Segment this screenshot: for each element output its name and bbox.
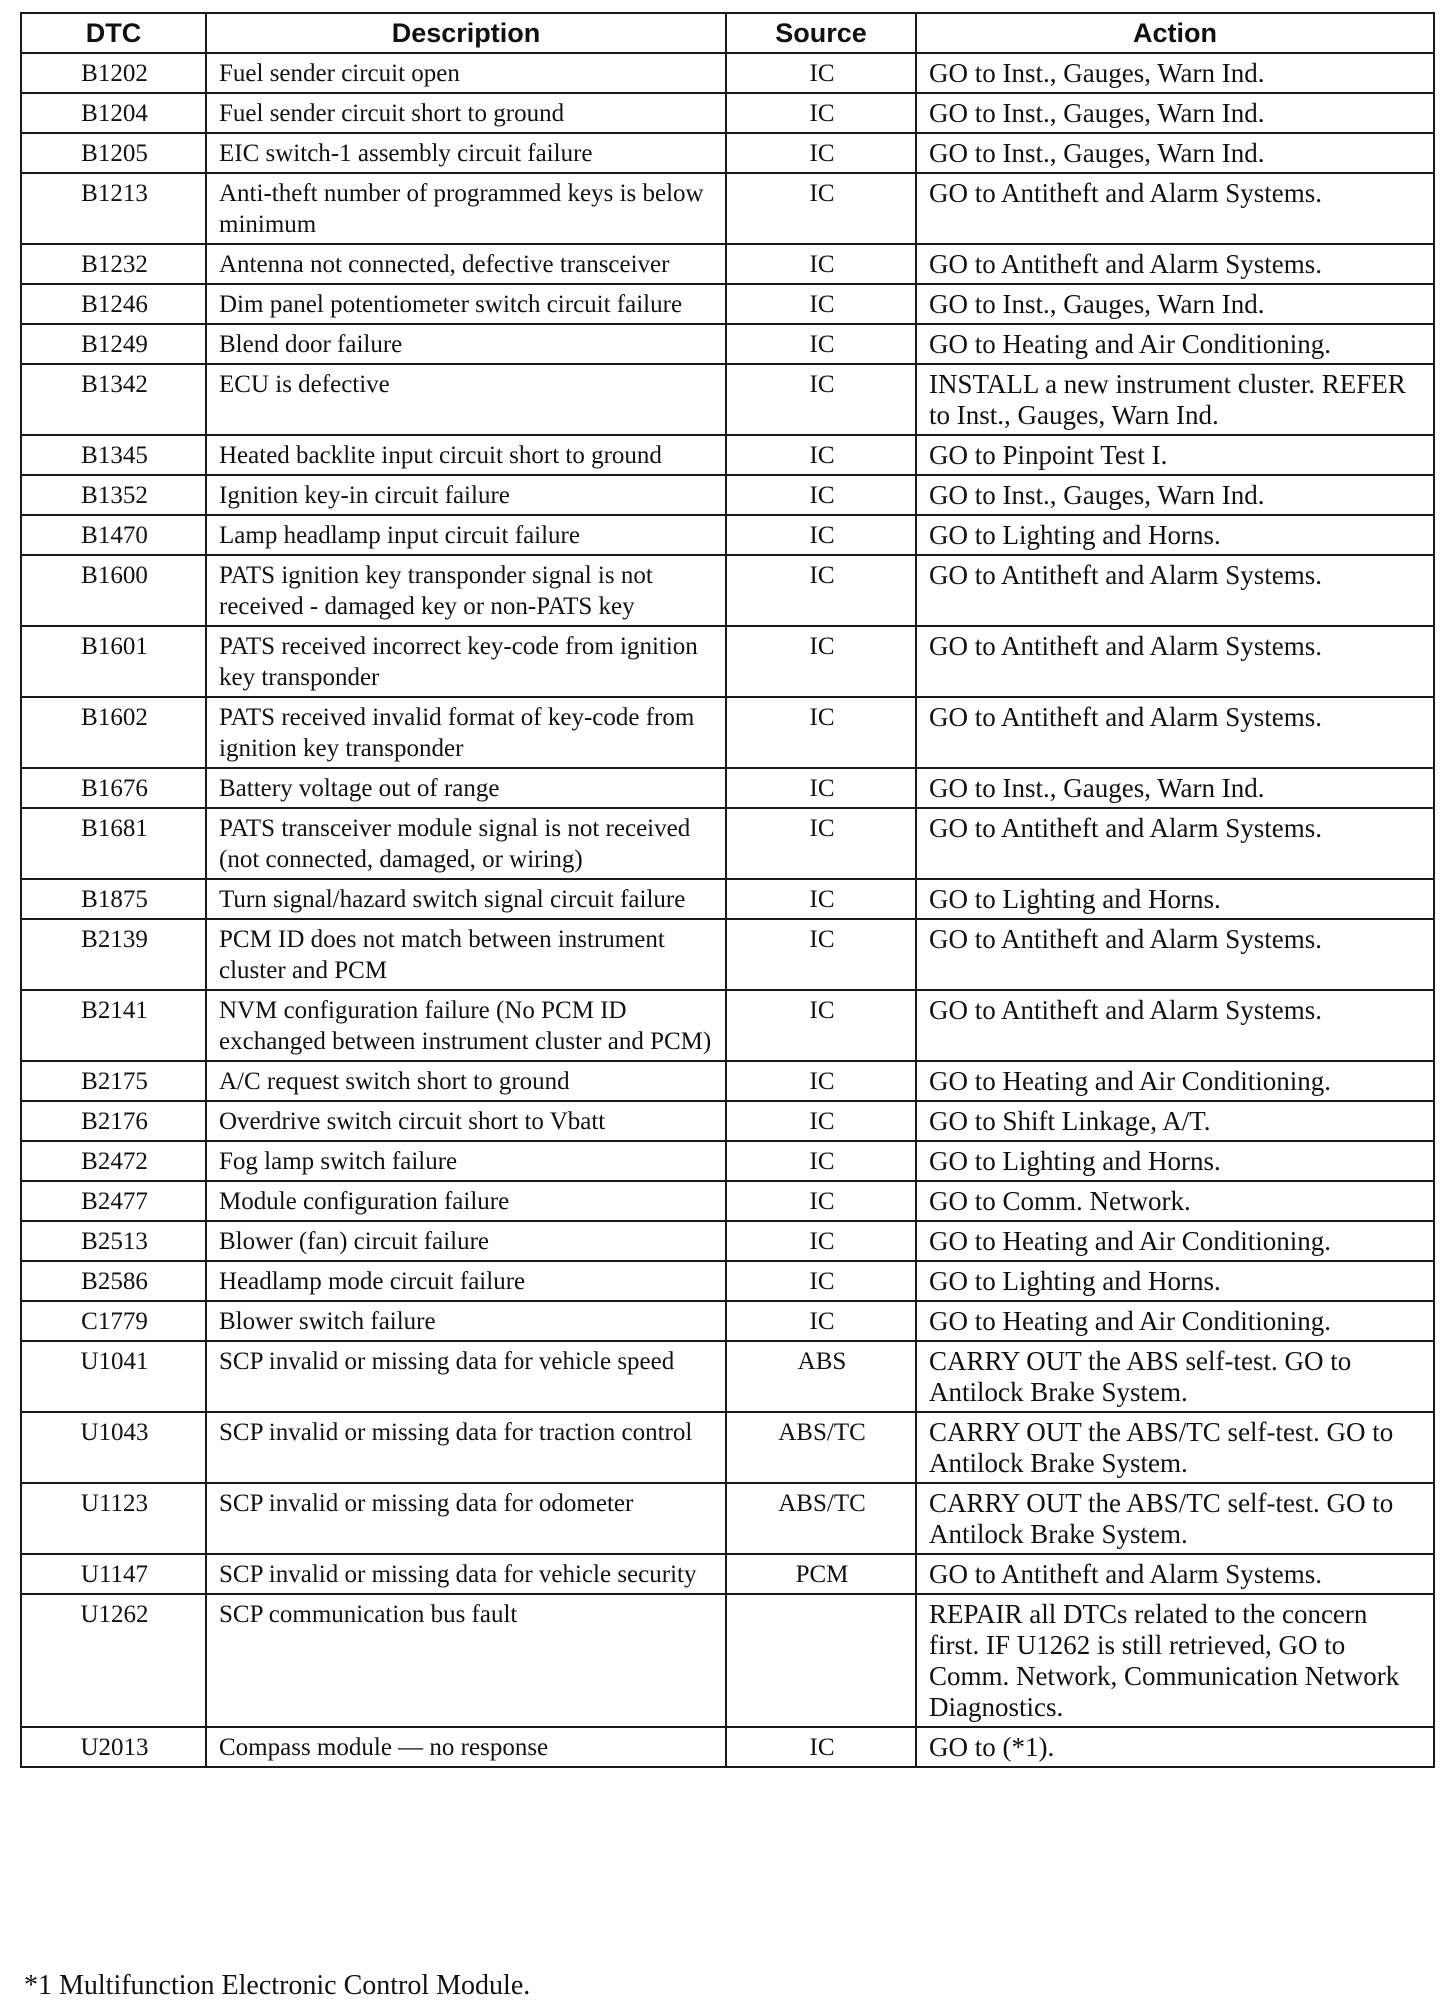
action-cell: GO to Inst., Gauges, Warn Ind. <box>916 475 1434 515</box>
action-cell: GO to Shift Linkage, A/T. <box>916 1101 1434 1141</box>
table-row <box>21 93 1434 133</box>
description-cell: ECU is defective <box>206 364 726 435</box>
table-row <box>21 1554 1434 1594</box>
dtc-code-cell: B1676 <box>21 768 206 808</box>
source-cell: IC <box>726 244 916 284</box>
table-row <box>21 173 1434 244</box>
action-cell: INSTALL a new instrument cluster. REFER to Inst., Gauges, Warn Ind. <box>916 364 1434 435</box>
action-cell: GO to (*1). <box>916 1727 1434 1767</box>
action-cell: GO to Lighting and Horns. <box>916 515 1434 555</box>
source-cell: PCM <box>726 1554 916 1594</box>
description-cell: Module configuration failure <box>206 1181 726 1221</box>
dtc-code-cell: B2139 <box>21 919 206 990</box>
action-cell: GO to Antitheft and Alarm Systems. <box>916 244 1434 284</box>
source-cell: IC <box>726 173 916 244</box>
source-cell: ABS/TC <box>726 1412 916 1483</box>
dtc-code-cell: B1205 <box>21 133 206 173</box>
description-cell: Overdrive switch circuit short to Vbatt <box>206 1101 726 1141</box>
dtc-code-cell: U1043 <box>21 1412 206 1483</box>
action-cell: GO to Inst., Gauges, Warn Ind. <box>916 768 1434 808</box>
header-description: Description <box>206 13 726 53</box>
action-cell: GO to Antitheft and Alarm Systems. <box>916 697 1434 768</box>
table-row <box>21 1221 1434 1261</box>
dtc-code-cell: B2477 <box>21 1181 206 1221</box>
source-cell: IC <box>726 324 916 364</box>
action-cell: GO to Lighting and Horns. <box>916 1261 1434 1301</box>
source-cell: IC <box>726 1221 916 1261</box>
dtc-code-cell: U1123 <box>21 1483 206 1554</box>
dtc-code-cell: B1352 <box>21 475 206 515</box>
action-cell: GO to Lighting and Horns. <box>916 1141 1434 1181</box>
dtc-code-cell: B1602 <box>21 697 206 768</box>
dtc-code-cell: B1470 <box>21 515 206 555</box>
source-cell: IC <box>726 555 916 626</box>
description-cell: Ignition key-in circuit failure <box>206 475 726 515</box>
description-cell: SCP invalid or missing data for vehicle speed <box>206 1341 726 1412</box>
source-cell: ABS/TC <box>726 1483 916 1554</box>
description-cell: Heated backlite input circuit short to ground <box>206 435 726 475</box>
description-cell: EIC switch-1 assembly circuit failure <box>206 133 726 173</box>
source-cell: IC <box>726 1261 916 1301</box>
table-row <box>21 515 1434 555</box>
header-row <box>21 13 1434 53</box>
source-cell: IC <box>726 53 916 93</box>
source-cell: IC <box>726 990 916 1061</box>
table-row <box>21 919 1434 990</box>
action-cell: CARRY OUT the ABS self-test. GO to Antilock Brake System. <box>916 1341 1434 1412</box>
table-row <box>21 697 1434 768</box>
dtc-code-cell: B1213 <box>21 173 206 244</box>
description-cell: Fuel sender circuit short to ground <box>206 93 726 133</box>
description-cell: Battery voltage out of range <box>206 768 726 808</box>
table-row <box>21 990 1434 1061</box>
table-row <box>21 1412 1434 1483</box>
table-row <box>21 1301 1434 1341</box>
source-cell: IC <box>726 93 916 133</box>
description-cell: Anti-theft number of programmed keys is below minimum <box>206 173 726 244</box>
source-cell: IC <box>726 919 916 990</box>
source-cell: IC <box>726 1301 916 1341</box>
dtc-code-cell: U1041 <box>21 1341 206 1412</box>
table-row <box>21 364 1434 435</box>
dtc-code-cell: B2175 <box>21 1061 206 1101</box>
source-cell: IC <box>726 515 916 555</box>
description-cell: PATS received incorrect key-code from ignition key transponder <box>206 626 726 697</box>
description-cell: SCP invalid or missing data for odometer <box>206 1483 726 1554</box>
table-row <box>21 626 1434 697</box>
dtc-code-cell: B2141 <box>21 990 206 1061</box>
description-cell: SCP invalid or missing data for vehicle security <box>206 1554 726 1594</box>
dtc-code-cell: B2586 <box>21 1261 206 1301</box>
table-row <box>21 808 1434 879</box>
description-cell: PATS transceiver module signal is not received (not connected, damaged, or wiring) <box>206 808 726 879</box>
source-cell: IC <box>726 697 916 768</box>
dtc-code-cell: B1204 <box>21 93 206 133</box>
dtc-code-cell: B1342 <box>21 364 206 435</box>
description-cell: SCP invalid or missing data for traction control <box>206 1412 726 1483</box>
dtc-code-cell: B1601 <box>21 626 206 697</box>
dtc-code-cell: U1262 <box>21 1594 206 1727</box>
dtc-code-cell: C1779 <box>21 1301 206 1341</box>
action-cell: GO to Antitheft and Alarm Systems. <box>916 626 1434 697</box>
source-cell: IC <box>726 1141 916 1181</box>
description-cell: NVM configuration failure (No PCM ID exchanged between instrument cluster and PCM) <box>206 990 726 1061</box>
action-cell: GO to Inst., Gauges, Warn Ind. <box>916 93 1434 133</box>
table-row <box>21 1261 1434 1301</box>
description-cell: Blower (fan) circuit failure <box>206 1221 726 1261</box>
action-cell: GO to Inst., Gauges, Warn Ind. <box>916 133 1434 173</box>
table-row <box>21 475 1434 515</box>
table-body <box>21 53 1434 1767</box>
header-dtc: DTC <box>21 13 206 53</box>
source-cell: IC <box>726 1101 916 1141</box>
table-row <box>21 1483 1434 1554</box>
dtc-code-cell: B1600 <box>21 555 206 626</box>
table-row <box>21 284 1434 324</box>
action-cell: GO to Lighting and Horns. <box>916 879 1434 919</box>
action-cell: GO to Antitheft and Alarm Systems. <box>916 808 1434 879</box>
action-cell: GO to Pinpoint Test I. <box>916 435 1434 475</box>
source-cell: IC <box>726 133 916 173</box>
table-row <box>21 1061 1434 1101</box>
dtc-code-cell: B1345 <box>21 435 206 475</box>
description-cell: PCM ID does not match between instrument cluster and PCM <box>206 919 726 990</box>
table-row <box>21 133 1434 173</box>
action-cell: GO to Antitheft and Alarm Systems. <box>916 173 1434 244</box>
source-cell: IC <box>726 1061 916 1101</box>
source-cell: IC <box>726 1727 916 1767</box>
header-action: Action <box>916 13 1434 53</box>
description-cell: PATS received invalid format of key-code from ignition key transponder <box>206 697 726 768</box>
dtc-code-cell: U2013 <box>21 1727 206 1767</box>
table-row <box>21 53 1434 93</box>
description-cell: PATS ignition key transponder signal is not received - damaged key or non-PATS key <box>206 555 726 626</box>
description-cell: Blend door failure <box>206 324 726 364</box>
source-cell: IC <box>726 435 916 475</box>
action-cell: GO to Inst., Gauges, Warn Ind. <box>916 53 1434 93</box>
description-cell: SCP communication bus fault <box>206 1594 726 1727</box>
table-row <box>21 1181 1434 1221</box>
dtc-code-cell: B1681 <box>21 808 206 879</box>
dtc-code-cell: B1249 <box>21 324 206 364</box>
table-row <box>21 1141 1434 1181</box>
action-cell: GO to Comm. Network. <box>916 1181 1434 1221</box>
source-cell: IC <box>726 1181 916 1221</box>
table-row <box>21 324 1434 364</box>
dtc-code-cell: B2513 <box>21 1221 206 1261</box>
dtc-code-cell: B1202 <box>21 53 206 93</box>
table-row <box>21 768 1434 808</box>
description-cell: Turn signal/hazard switch signal circuit failure <box>206 879 726 919</box>
source-cell: IC <box>726 475 916 515</box>
action-cell: GO to Heating and Air Conditioning. <box>916 1061 1434 1101</box>
description-cell: Compass module — no response <box>206 1727 726 1767</box>
action-cell: GO to Antitheft and Alarm Systems. <box>916 919 1434 990</box>
source-cell <box>726 1594 916 1727</box>
description-cell: Lamp headlamp input circuit failure <box>206 515 726 555</box>
action-cell: GO to Antitheft and Alarm Systems. <box>916 1554 1434 1594</box>
source-cell: IC <box>726 626 916 697</box>
table-row <box>21 244 1434 284</box>
source-cell: IC <box>726 364 916 435</box>
description-cell: Fog lamp switch failure <box>206 1141 726 1181</box>
dtc-code-cell: B2176 <box>21 1101 206 1141</box>
table-row <box>21 879 1434 919</box>
description-cell: Blower switch failure <box>206 1301 726 1341</box>
action-cell: GO to Heating and Air Conditioning. <box>916 1301 1434 1341</box>
table-row <box>21 1727 1434 1767</box>
header-source: Source <box>726 13 916 53</box>
description-cell: Antenna not connected, defective transceiver <box>206 244 726 284</box>
dtc-code-cell: B1232 <box>21 244 206 284</box>
footnote: *1 Multifunction Electronic Control Module. <box>24 1970 531 2001</box>
table-row <box>21 1101 1434 1141</box>
action-cell: CARRY OUT the ABS/TC self-test. GO to Antilock Brake System. <box>916 1483 1434 1554</box>
action-cell: CARRY OUT the ABS/TC self-test. GO to Antilock Brake System. <box>916 1412 1434 1483</box>
dtc-code-cell: B1246 <box>21 284 206 324</box>
table-row <box>21 555 1434 626</box>
dtc-code-cell: B1875 <box>21 879 206 919</box>
dtc-code-cell: B2472 <box>21 1141 206 1181</box>
description-cell: Fuel sender circuit open <box>206 53 726 93</box>
action-cell: GO to Antitheft and Alarm Systems. <box>916 555 1434 626</box>
action-cell: GO to Inst., Gauges, Warn Ind. <box>916 284 1434 324</box>
table-row <box>21 1594 1434 1727</box>
source-cell: IC <box>726 284 916 324</box>
description-cell: Dim panel potentiometer switch circuit failure <box>206 284 726 324</box>
source-cell: ABS <box>726 1341 916 1412</box>
table-row <box>21 435 1434 475</box>
action-cell: GO to Heating and Air Conditioning. <box>916 1221 1434 1261</box>
source-cell: IC <box>726 768 916 808</box>
action-cell: GO to Heating and Air Conditioning. <box>916 324 1434 364</box>
source-cell: IC <box>726 879 916 919</box>
action-cell: REPAIR all DTCs related to the concern first. IF U1262 is still retrieved, GO to Comm. Network, Communication Network Diagnostics. <box>916 1594 1434 1727</box>
dtc-code-cell: U1147 <box>21 1554 206 1594</box>
action-cell: GO to Antitheft and Alarm Systems. <box>916 990 1434 1061</box>
description-cell: A/C request switch short to ground <box>206 1061 726 1101</box>
description-cell: Headlamp mode circuit failure <box>206 1261 726 1301</box>
dtc-table <box>20 12 1435 1768</box>
table-row <box>21 1341 1434 1412</box>
source-cell: IC <box>726 808 916 879</box>
